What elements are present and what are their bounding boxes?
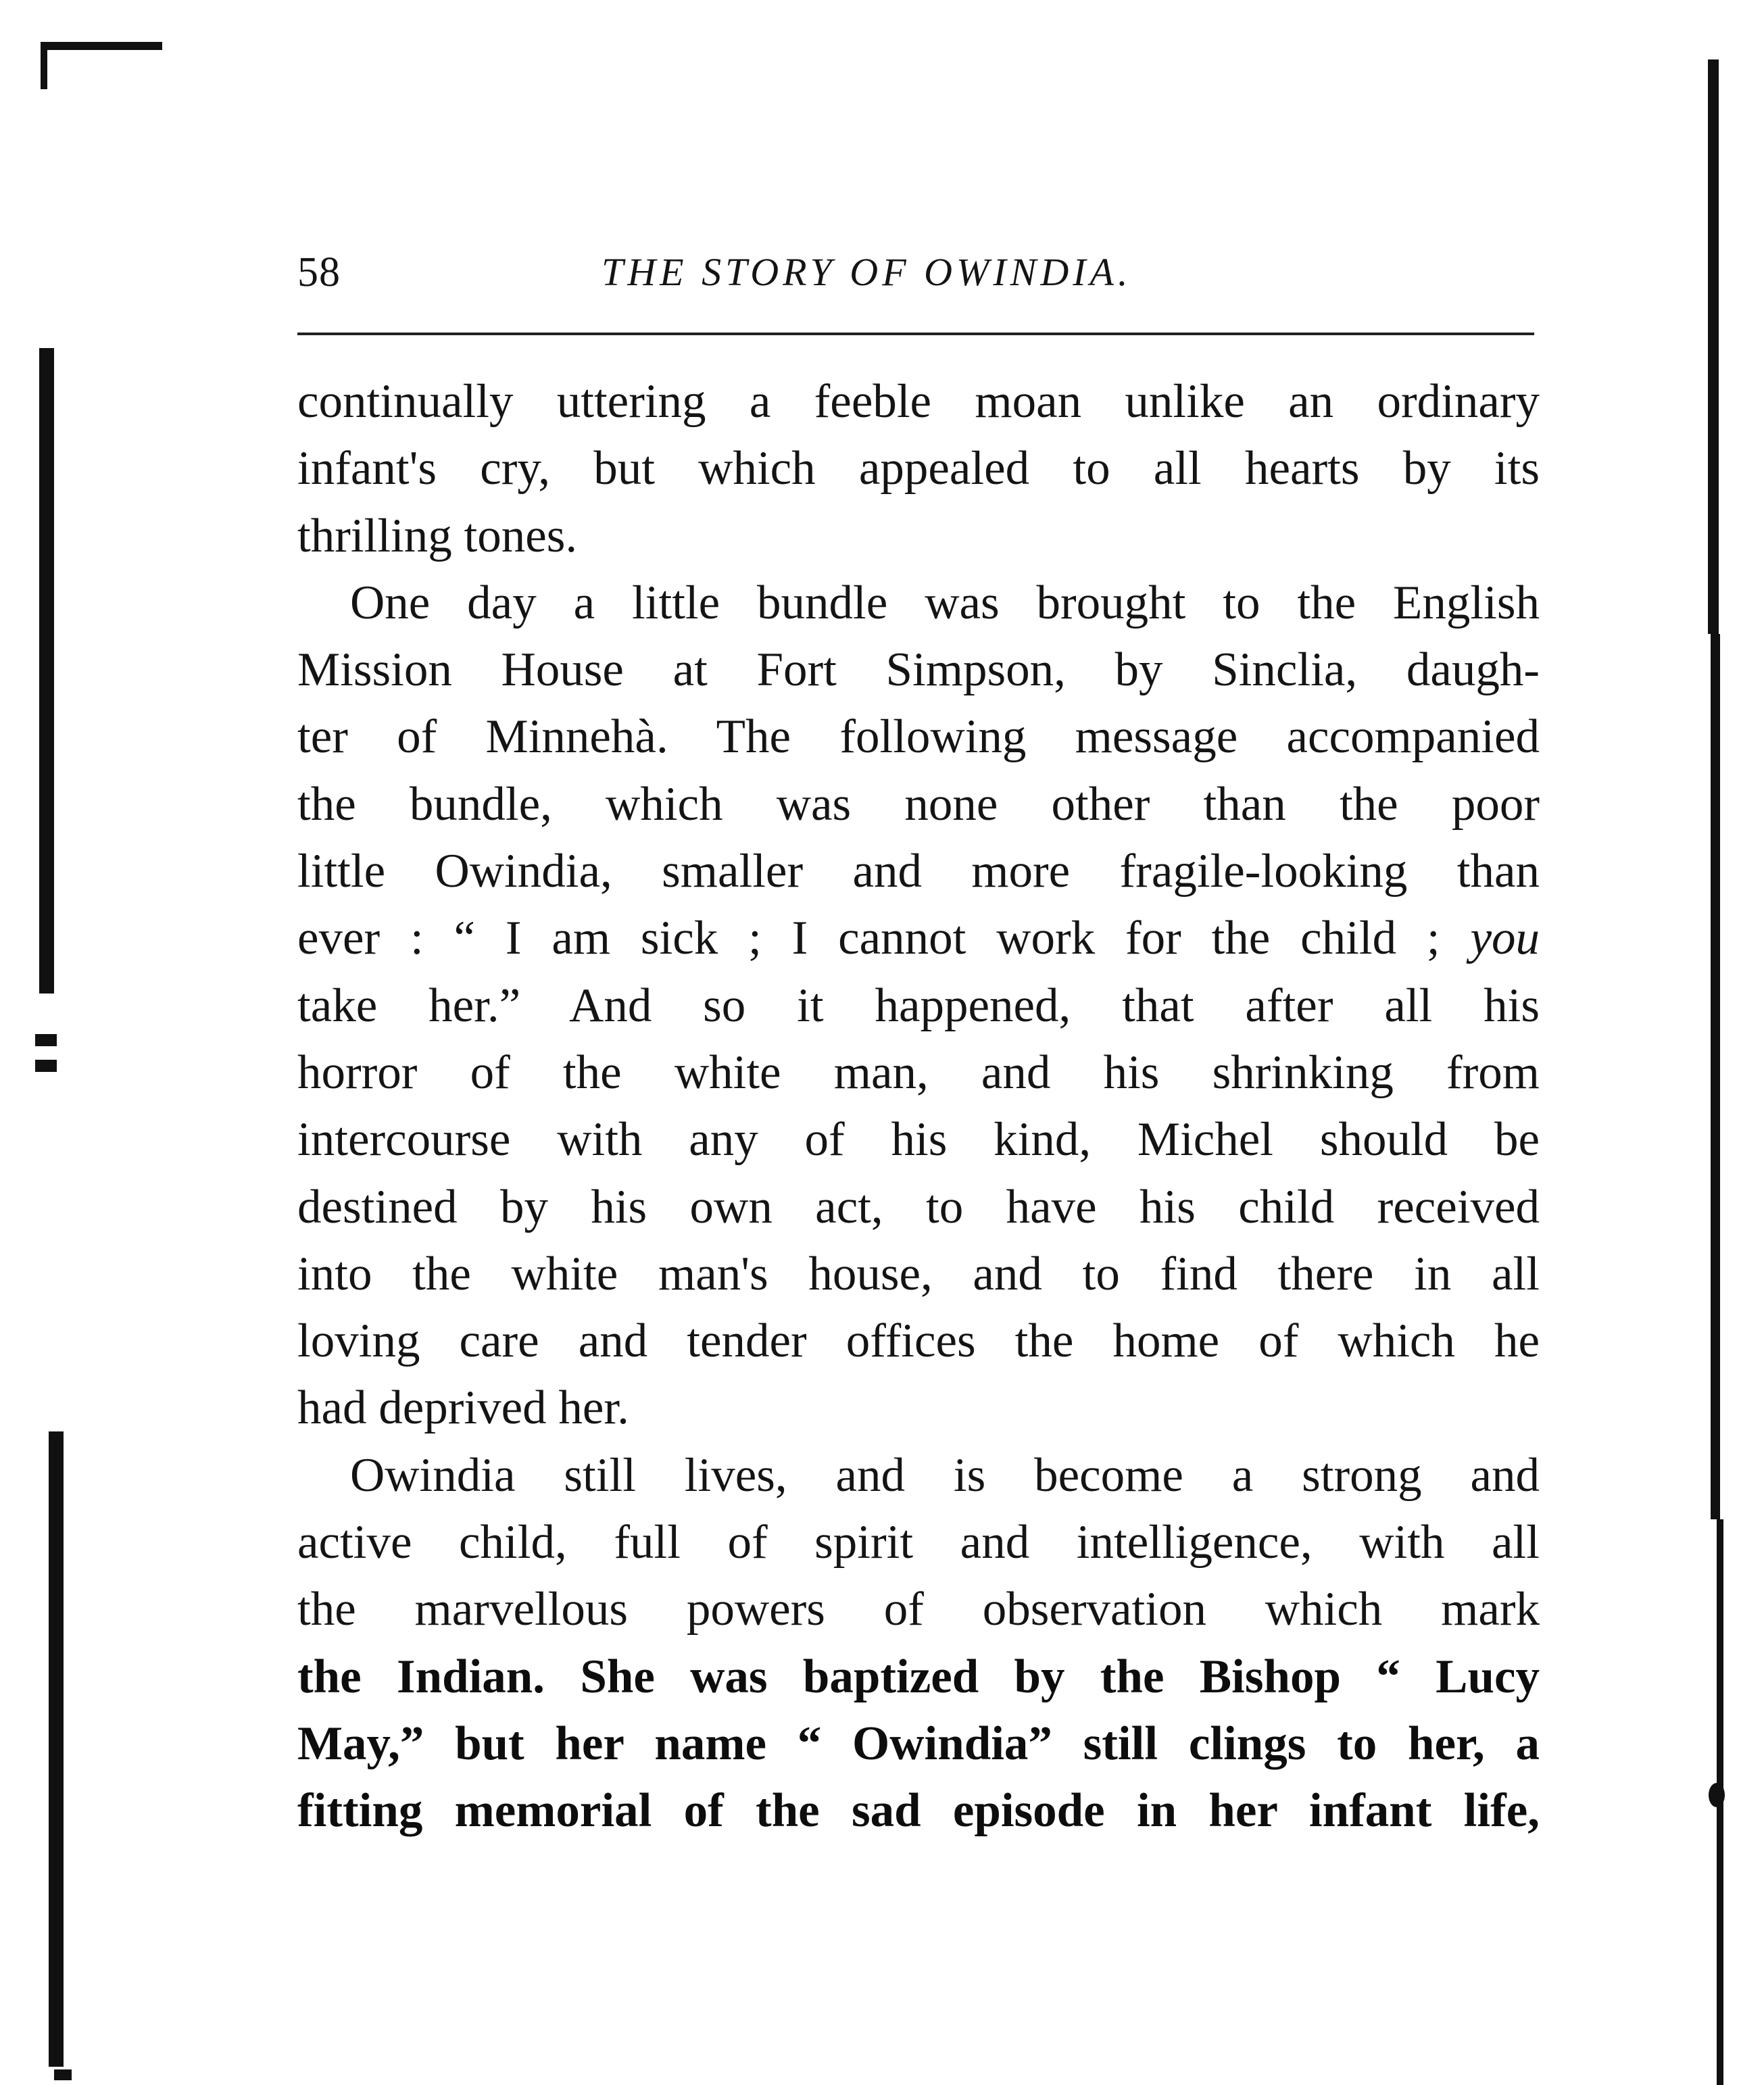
text-line: little Owindia, smaller and more fragile-looking than bbox=[297, 845, 1540, 898]
text-line: Owindia still lives, and is become a strong and bbox=[350, 1448, 1540, 1502]
text-line: ter of Minnehà. The following message accompanied bbox=[297, 710, 1540, 764]
text-line: horror of the white man, and his shrinking from bbox=[297, 1046, 1540, 1099]
text-line: continually uttering a feeble moan unlike an ordinary bbox=[297, 375, 1540, 428]
text-line: May,” but her name “ Owindia” still clings to her, a bbox=[297, 1717, 1540, 1770]
scan-mark-top-left bbox=[41, 42, 162, 50]
scan-mark-left-bar-2 bbox=[49, 1431, 64, 2067]
text-line: infant's cry, but which appealed to all hearts by its bbox=[297, 442, 1540, 495]
text-line: destined by his own act, to have his child received bbox=[297, 1180, 1540, 1233]
scan-mark-left-dash-3 bbox=[54, 2069, 72, 2080]
text-line: One day a little bundle was brought to the English bbox=[350, 576, 1540, 629]
text-line-with-emphasis bbox=[297, 905, 1540, 972]
page-number: 58 bbox=[297, 249, 341, 295]
text-line: take her.” And so it happened, that after all his bbox=[297, 979, 1540, 1032]
running-title: THE STORY OF OWINDIA. bbox=[602, 250, 1132, 294]
page-header bbox=[297, 243, 1534, 304]
text-line: Mission House at Fort Simpson, by Sinclia, daugh- bbox=[297, 643, 1540, 697]
header-rule bbox=[297, 333, 1534, 335]
scan-mark-left-dash-2 bbox=[35, 1060, 57, 1072]
text-line-segment: ever : “ I am sick ; I cannot work for the child ; bbox=[297, 912, 1440, 965]
text-line: fitting memorial of the sad episode in her infant life, bbox=[297, 1784, 1540, 1838]
scan-mark-right-bar-2 bbox=[1711, 634, 1720, 1519]
text-line: into the white man's house, and to find there in all bbox=[297, 1247, 1540, 1300]
text-line: the bundle, which was none other than the poor bbox=[297, 777, 1540, 831]
scan-mark-right-blot bbox=[1709, 1783, 1725, 1807]
emphasis-word: you bbox=[1470, 912, 1540, 965]
scan-mark-left-bar-1 bbox=[39, 348, 54, 994]
text-line: the Indian. She was baptized by the Bishop “ Lucy bbox=[297, 1650, 1540, 1703]
text-line: the marvellous powers of observation which mark bbox=[297, 1583, 1540, 1636]
text-line: loving care and tender offices the home of which he bbox=[297, 1315, 1540, 1368]
scan-mark-right-bar-1 bbox=[1708, 59, 1719, 634]
text-line: active child, full of spirit and intelligence, with all bbox=[297, 1516, 1540, 1569]
body-text bbox=[297, 368, 1540, 1845]
text-line: intercourse with any of his kind, Michel should be bbox=[297, 1113, 1540, 1167]
scan-mark-left-dash-1 bbox=[35, 1034, 57, 1046]
scan-mark-top-left-tick bbox=[41, 42, 47, 89]
text-line: had deprived her. bbox=[297, 1381, 629, 1435]
text-line: thrilling tones. bbox=[297, 509, 578, 562]
